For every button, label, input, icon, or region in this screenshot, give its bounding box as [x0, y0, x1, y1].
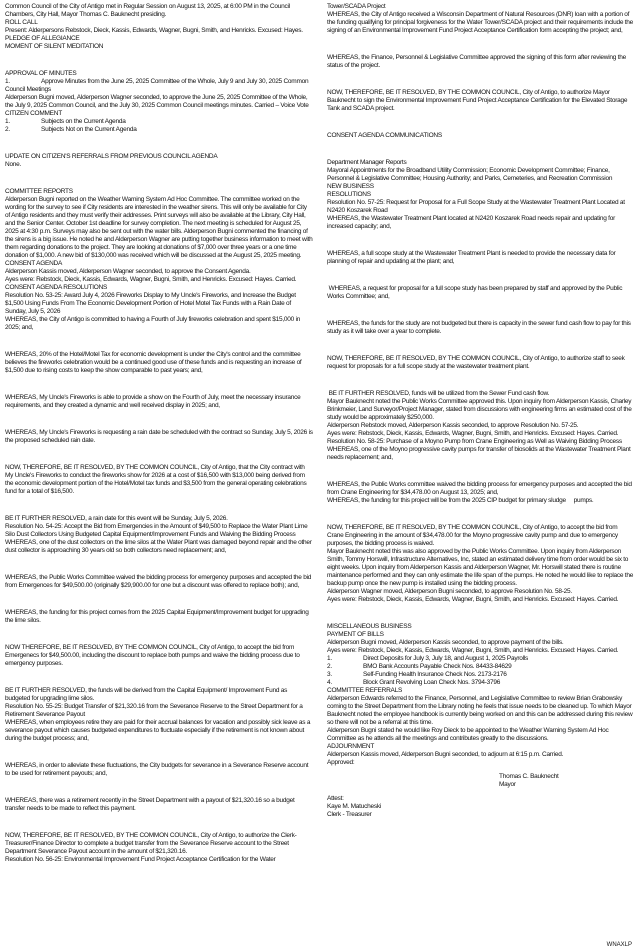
text-line: 1. Direct Deposits for July 3, July 18, and August 1, 2025 Payrolls — [327, 655, 529, 662]
text-line: WHEREAS, the Public Works Committee waived the bidding process for emergency purposes and accepted the bid from Emergences for $49,500.00 (originally $29,900.00 for one but a discount was offered to replace both); and, — [5, 574, 313, 589]
text-line: NOW, THEREFORE, BE IT RESOLVED, BY THE COMMON COUNCIL, City of Antigo, to accept the bid from Crane Engineering in the amount of $34,478.00 for the Moyno progressive cavity pump and due to emergency purposes, the bidding process is waived. — [327, 524, 620, 547]
text-line: COMMITTEE REFERRALS — [327, 687, 403, 694]
text-line: Mayor Bauknecht noted this was also approved by the Public Works Committee. Upon inquiry from Alderperson Smith, Tommy Horswill, Infrastructure Alternatives, Inc, stated an estimated delivery time from order would be six to eight weeks. Upon inquiry from Alderperson Kassis and Alderperson Wagner, Mr. Horswill stated there is routine maintenance performed and they can only estimate the life span of the pumps. He noted he would like to replace the backup pump once the new pump is installed using the bidding process. — [327, 548, 635, 587]
paragraph-spacer — [327, 343, 635, 349]
text-line: Ayes were: Rebstock, Dieck, Kassis, Edwards, Wagner, Bugni, Smith, and Henricks. Excused: Hayes. Carried. — [327, 647, 619, 654]
text-line: Resolution No. 54-25: Accept the Bid from Emergencies in the Amount of $49,500 to Replace the Water Plant Lime Silo Dust Collectors Using Budgeted Capital Equipment/Improvement Funds and Waiving the Bidding Process — [5, 523, 310, 538]
text-line: WHEREAS, the funding for this project comes from the 2025 Capital Equipment/Improvement budget for upgrading the lime silos. — [5, 609, 311, 624]
text-line: ROLL CALL — [5, 19, 38, 26]
text-line: None. — [5, 161, 22, 168]
paragraph-spacer — [5, 632, 313, 638]
text-line: Tower/SCADA Project — [327, 3, 386, 10]
text-line: Alderperson Edwards referred to the Finance, Personnel, and Legislative Committee to review Brian Grabowsky coming to the Street Department from the Library noting he feels that issue needs to be cleaned up. To which Mayor Bauknecht noted the employee handbook is currently being worked on and this can be addressed during this review so there will not be a referral at this time. — [327, 695, 634, 726]
paragraph-spacer — [5, 597, 313, 603]
text-line: ADJOURNMENT — [327, 743, 375, 750]
text-line: MISCELLANEOUS BUSINESS — [327, 623, 412, 630]
text-line: WHEREAS, a full scope study at the Wastewater Treatment Plant is needed to provide the necessary data for planning of repair and updating at the plant; and, — [327, 250, 618, 265]
text-line: CONSENT AGENDA RESOLUTIONS — [5, 284, 108, 291]
text-line: Resolution No. 58-25: Purchase of a Moyno Pump from Crane Engineering as Well as Waiving Bidding Process — [327, 438, 622, 445]
paragraph-spacer — [327, 77, 635, 83]
text-line: COMMITTEE REPORTS — [5, 188, 73, 195]
text-line: Resolution No. 56-25: Environmental Improvement Fund Project Acceptance Certification for the Water — [5, 856, 276, 863]
text-line: Present: Alderpersons Rebstock, Dieck, Kassis, Edwards, Wagner, Bugni, Smith, and Henricks. Excused: Hayes. — [5, 27, 303, 34]
left-text-column — [5, 3, 313, 943]
text-line: Alderperson Bugni moved, Alderperson Kassis seconded, to approve payment of the bills. — [327, 639, 564, 646]
paragraph-spacer — [5, 675, 313, 681]
mayor-signature-title: Mayor — [499, 781, 516, 788]
mayor-signature-name: Thomas C. Bauknecht — [499, 773, 559, 780]
text-line: Mayor Bauknecht noted the Public Works Committee approved this. Upon inquiry from Alderperson Kassis, Charley Brinkmeier, Land Surveyor/Project Manager, stated from discussions with engineering firms an estimated cost of the study would be approximately $250,000. — [327, 398, 634, 421]
text-line: UPDATE ON CITIZEN'S REFERRALS FROM PREVIOUS COUNCIL AGENDA — [5, 153, 218, 160]
text-line: WHEREAS, the funds for the study are not budgeted but there is capacity in the sewer fund cash flow to pay for this study as it will take over a year to complete. — [327, 320, 633, 335]
text-line: NEW BUSINESS — [327, 183, 374, 190]
text-line: Ayes were: Rebstock, Dieck, Kassis, Edwards, Wagner, Bugni, Smith, and Henricks. Excused: Hayes. Carried. — [327, 596, 619, 603]
text-line: Department Manager Reports — [327, 159, 407, 166]
paragraph-spacer — [327, 120, 635, 126]
text-line: PAYMENT OF BILLS — [327, 631, 384, 638]
paragraph-spacer — [5, 503, 313, 509]
text-line: WHEREAS, one of the dust collectors on the lime silos at the Water Plant was damaged beyond repair and the other dust collector is approaching 30 years old so both collectors need replacement; and, — [5, 539, 314, 554]
text-line: WHEREAS, My Uncle's Fireworks is requesting a rain date be scheduled with the contract so Sunday, July 5, 2026 is the proposed scheduled rain date. — [5, 429, 315, 444]
text-line: WHEREAS, the City of Antigo received a Wisconsin Department of Natural Resources (DNR) loan with a portion of the funding qualifying for principal forgiveness for the Water Tower/SCADA project and their requirements include the signing of an Environmental Improvement Fund Project Acceptance Certification form accepting the project; and, — [327, 11, 635, 34]
text-line: WHEREAS, there was a retirement recently in the Street Department with a payout of $21,320.16 so a budget transfer needs to be made to reflect this payment. — [5, 797, 297, 812]
text-line: NOW, THEREFORE, BE IT RESOLVED, BY THE COMMON COUNCIL, City of Antigo, to authorize staff to seek request for proposals for a full scope study at the wastewater treatment plant. — [327, 355, 627, 370]
text-line: PLEDGE OF ALLEGIANCE — [5, 35, 80, 42]
text-line: Alderperson Rebstock moved, Alderperson Kassis seconded, to approve Resolution No. 57-25. — [327, 422, 579, 429]
text-line: Approved: — [327, 759, 355, 766]
text-line: WHEREAS, a request for proposal for a full scope study has been prepared by staff and approved by the Public Works Committee; and, — [327, 285, 624, 300]
text-line: WHEREAS, the Finance, Personnel & Legislative Committee approved the signing of this form after reviewing the status of the project. — [327, 54, 628, 69]
paragraph-spacer — [327, 611, 635, 617]
text-line: Alderperson Kassis moved, Alderperson Bugni seconded, to adjourn at 6:15 p.m. Carried. — [327, 751, 564, 758]
text-line: CONSENT AGENDA — [5, 260, 63, 267]
publication-code: WNAXLP — [606, 942, 632, 948]
text-line: Mayoral Appointments for the Broadband Utility Commission; Economic Development Committee; Finance, Personnel & Legislative Committee; Housing Authority; and Parks, Cemeteries, and Recreation Commission — [327, 167, 613, 182]
text-line: Alderperson Bugni moved, Alderperson Wagner seconded, to approve the June 25, 2025 Committee of the Whole, the July 9, 2025 Common Council, and the July 30, 2025 Common Council meetings minutes. Carried – Voice Vote — [5, 94, 309, 109]
paragraph-spacer — [5, 562, 313, 568]
paragraph-spacer — [5, 176, 313, 182]
right-column-body — [327, 3, 635, 767]
text-line: Common Council of the City of Antigo met in Regular Session on August 13, 2025, at 6:00 PM in the Council Chambers, City Hall, Mayor Thomas C. Bauknecht presiding. — [5, 3, 292, 18]
paragraph-spacer — [327, 512, 635, 518]
paragraph-spacer — [327, 238, 635, 244]
text-line: BE IT FURTHER RESOLVED, a rain date for this event will be Sunday, July 5, 2026. — [5, 515, 228, 522]
text-line: NOW, THEREFORE, BE IT RESOLVED, BY THE COMMON COUNCIL, City of Antigo, to authorize Mayor Bauknecht to sign the Environmental Improvement Fund Project Acceptance Certification for the Elevated Storage Tank and SCADA project. — [327, 89, 629, 112]
text-line: BE IT FURTHER RESOLVED, the funds will be derived from the Capital Equipment/ Improvement Fund as budgeted for upgrading lime silos. — [5, 687, 289, 702]
attest-label: Attest: — [327, 795, 344, 802]
paragraph-spacer — [5, 452, 313, 458]
text-line: 3. Self-Funding Health Insurance Check Nos. 2173-2176 — [327, 671, 507, 678]
text-line: WHEREAS, 20% of the Hotel/Motel Tax for economic development is under the City's control and the committee believes the fireworks celebration would be a continued good use of these funds and is requesting an increase of $1,500 due to rising costs to keep the show comparable to past years; and, — [5, 351, 304, 374]
text-line: WHEREAS, the Wastewater Treatment Plant located at N2420 Koszarek Road needs repair and updating for increased capacity; and, — [327, 215, 617, 230]
text-line: 2. Subjects Not on the Current Agenda — [5, 126, 137, 133]
text-line: Resolution No. 55-25: Budget Transfer of $21,320.16 from the Severance Reserve to the Street Department for a Retirement Severance Payout — [5, 703, 305, 718]
paragraph-spacer — [5, 785, 313, 791]
text-line: WHEREAS, when employees retire they are paid for their accrual balances for vacation and possibly sick leave as a severance payout which causes budgeted expenditures to fluctuate especially if the retirement is not known about during the budget process; and, — [5, 719, 312, 742]
text-line: NOW, THEREFORE, BE IT RESOLVED, BY THE COMMON COUNCIL, City of Antigo, that the City contract with My Uncle's Fireworks to conduct the fireworks show for 2026 at a cost of $16,500 with $13,000 being derived from the economic development portion of the Hotel/Motel tax funds and $3,500 from the general operating celebrations fund for a total of $16,500. — [5, 464, 309, 495]
paragraph-spacer — [327, 273, 635, 279]
clerk-signature-title: Clerk - Treasurer — [327, 811, 372, 818]
text-line: Ayes were: Rebstock, Dieck, Kassis, Edwards, Wagner, Bugni, Smith, and Henricks. Excused: Hayes. Carried. — [5, 276, 297, 283]
text-line: Alderperson Bugni stated he would like Roy Dieck to be appointed to the Weather Warning System Ad Hoc Committee as he attends all the meetings and contributes greatly to the discussions. — [327, 727, 611, 742]
text-line: CONSENT AGENDA COMMUNICATIONS — [327, 132, 442, 139]
text-line: Alderperson Bugni reported on the Weather Warning System Ad Hoc Committee. The committee worked on the wording for the survey to see if City residents are interested in the weather sirens. This will only be available for City of Antigo residents and they must verify their addresses. Print surveys will also be available at the Library, City Hall, and the Senior Center. October 1st deadline for survey completion. The next meeting is scheduled for August 25, 2025 at 4:30 p.m. Surveys may also be sent out with the water bills. Alderperson Bugni commented the financing of the sirens is a big issue. He noted he and Alderperson Wagner are putting together business information to meet with them regarding donations to the project. They are looking at donations of $7,000 over three years or a one time donation of $1,000. A new bid of $130,000 was received which will be discussed at the August 25, 2025 meeting. — [5, 196, 315, 259]
text-line: WHEREAS, in order to alleviate these fluctuations, the City budgets for severance in a Severance Reserve account to be used for retirement payouts; and, — [5, 762, 310, 777]
text-line: WHEREAS, the City of Antigo is committed to having a Fourth of July fireworks celebration and spent $15,000 in 2025; and, — [5, 316, 302, 331]
paragraph-spacer — [5, 58, 313, 64]
text-line: 1. Approve Minutes from the June 25, 2025 Committee of the Whole, July 9 and July 30, 2025 Common Council Meetings — [5, 78, 310, 93]
text-line: RESOLUTIONS — [327, 191, 371, 198]
paragraph-spacer — [5, 382, 313, 388]
text-line: NOW, THEREFORE, BE IT RESOLVED, BY THE COMMON COUNCIL, City of Antigo, to authorize the Clerk-Treasurer/Finance Director to complete a budget transfer from the Severance Reserve account to the Street Department Severance Payout account in the amount of $21,320.16. — [5, 832, 297, 855]
text-line: APPROVAL OF MINUTES — [5, 70, 77, 77]
paragraph-spacer — [5, 750, 313, 756]
paragraph-spacer — [327, 378, 635, 384]
text-line: MOMENT OF SILENT MEDITATION — [5, 43, 104, 50]
text-line: WHEREAS, one of the Moyno progressive cavity pumps for transfer of biosolids at the Wastewater Treatment Plant needs replacement; and, — [327, 446, 633, 461]
text-line: CITIZEN COMMENT — [5, 110, 62, 117]
text-line: 4. Block Grant Revolving Loan Check Nos. 3794-3796 — [327, 679, 501, 686]
text-line: WHEREAS, My Uncle's Fireworks is able to provide a show on the Fourth of July, meet the necessary insurance requirements, and they created a dynamic and well received display in 2025; and, — [5, 394, 303, 409]
paragraph-spacer — [5, 141, 313, 147]
paragraph-spacer — [5, 417, 313, 423]
paragraph-spacer — [327, 42, 635, 48]
text-line: Alderperson Kassis moved, Alderperson Wagner seconded, to approve the Consent Agenda. — [5, 268, 251, 275]
clerk-signature-name: Kaye M. Matucheski — [327, 803, 382, 810]
text-line: Resolution No. 57-25: Request for Proposal for a Full Scope Study at the Wastewater Treatment Plant Located at N2420 Koszarek Road — [327, 199, 627, 214]
text-line: BE IT FURTHER RESOLVED, funds will be utilized from the Sewer Fund cash flow. — [327, 390, 550, 397]
text-line: 2. BMO Bank Accounts Payable Check Nos. 84433-84629 — [327, 663, 512, 670]
text-line: WHEREAS, the funding for this project will be from the 2025 CIP budget for primary sludge pumps. — [327, 497, 594, 504]
paragraph-spacer — [327, 147, 635, 153]
text-line: Resolution No. 53-25: Award July 4, 2026 Fireworks Display to My Uncle's Fireworks, and Increase the Budget $1,500 Using Funds From The Economic Development Portion of Hotel Motel Tax Funds with a Rain Date of Sunday, July 5, 2026 — [5, 292, 298, 315]
paragraph-spacer — [327, 308, 635, 314]
text-line: Ayes were: Rebstock, Dieck, Kassis, Edwards, Wagner, Bugni, Smith, and Henricks. Excused: Hayes. Carried. — [327, 430, 619, 437]
text-line: 1. Subjects on the Current Agenda — [5, 118, 126, 125]
text-line: Alderperson Wagner moved, Alderperson Bugni seconded, to approve Resolution No. 58-25. — [327, 588, 572, 595]
paragraph-spacer — [5, 339, 313, 345]
text-line: NOW THEREFORE, BE IT RESOLVED, BY THE COMMON COUNCIL, City of Antigo, to accept the bid from Emergenecs for $49,500.00, including the discount to replace both pumps and waive the bidding process due to emergency purposes. — [5, 644, 302, 667]
paragraph-spacer — [327, 469, 635, 475]
paragraph-spacer — [5, 820, 313, 826]
right-text-column — [327, 3, 635, 943]
text-line: WHEREAS, the Public Works committee waived the bidding process for emergency purposes and accepted the bid from Crane Engineering for $34,478.00 on August 13, 2025; and, — [327, 481, 634, 496]
